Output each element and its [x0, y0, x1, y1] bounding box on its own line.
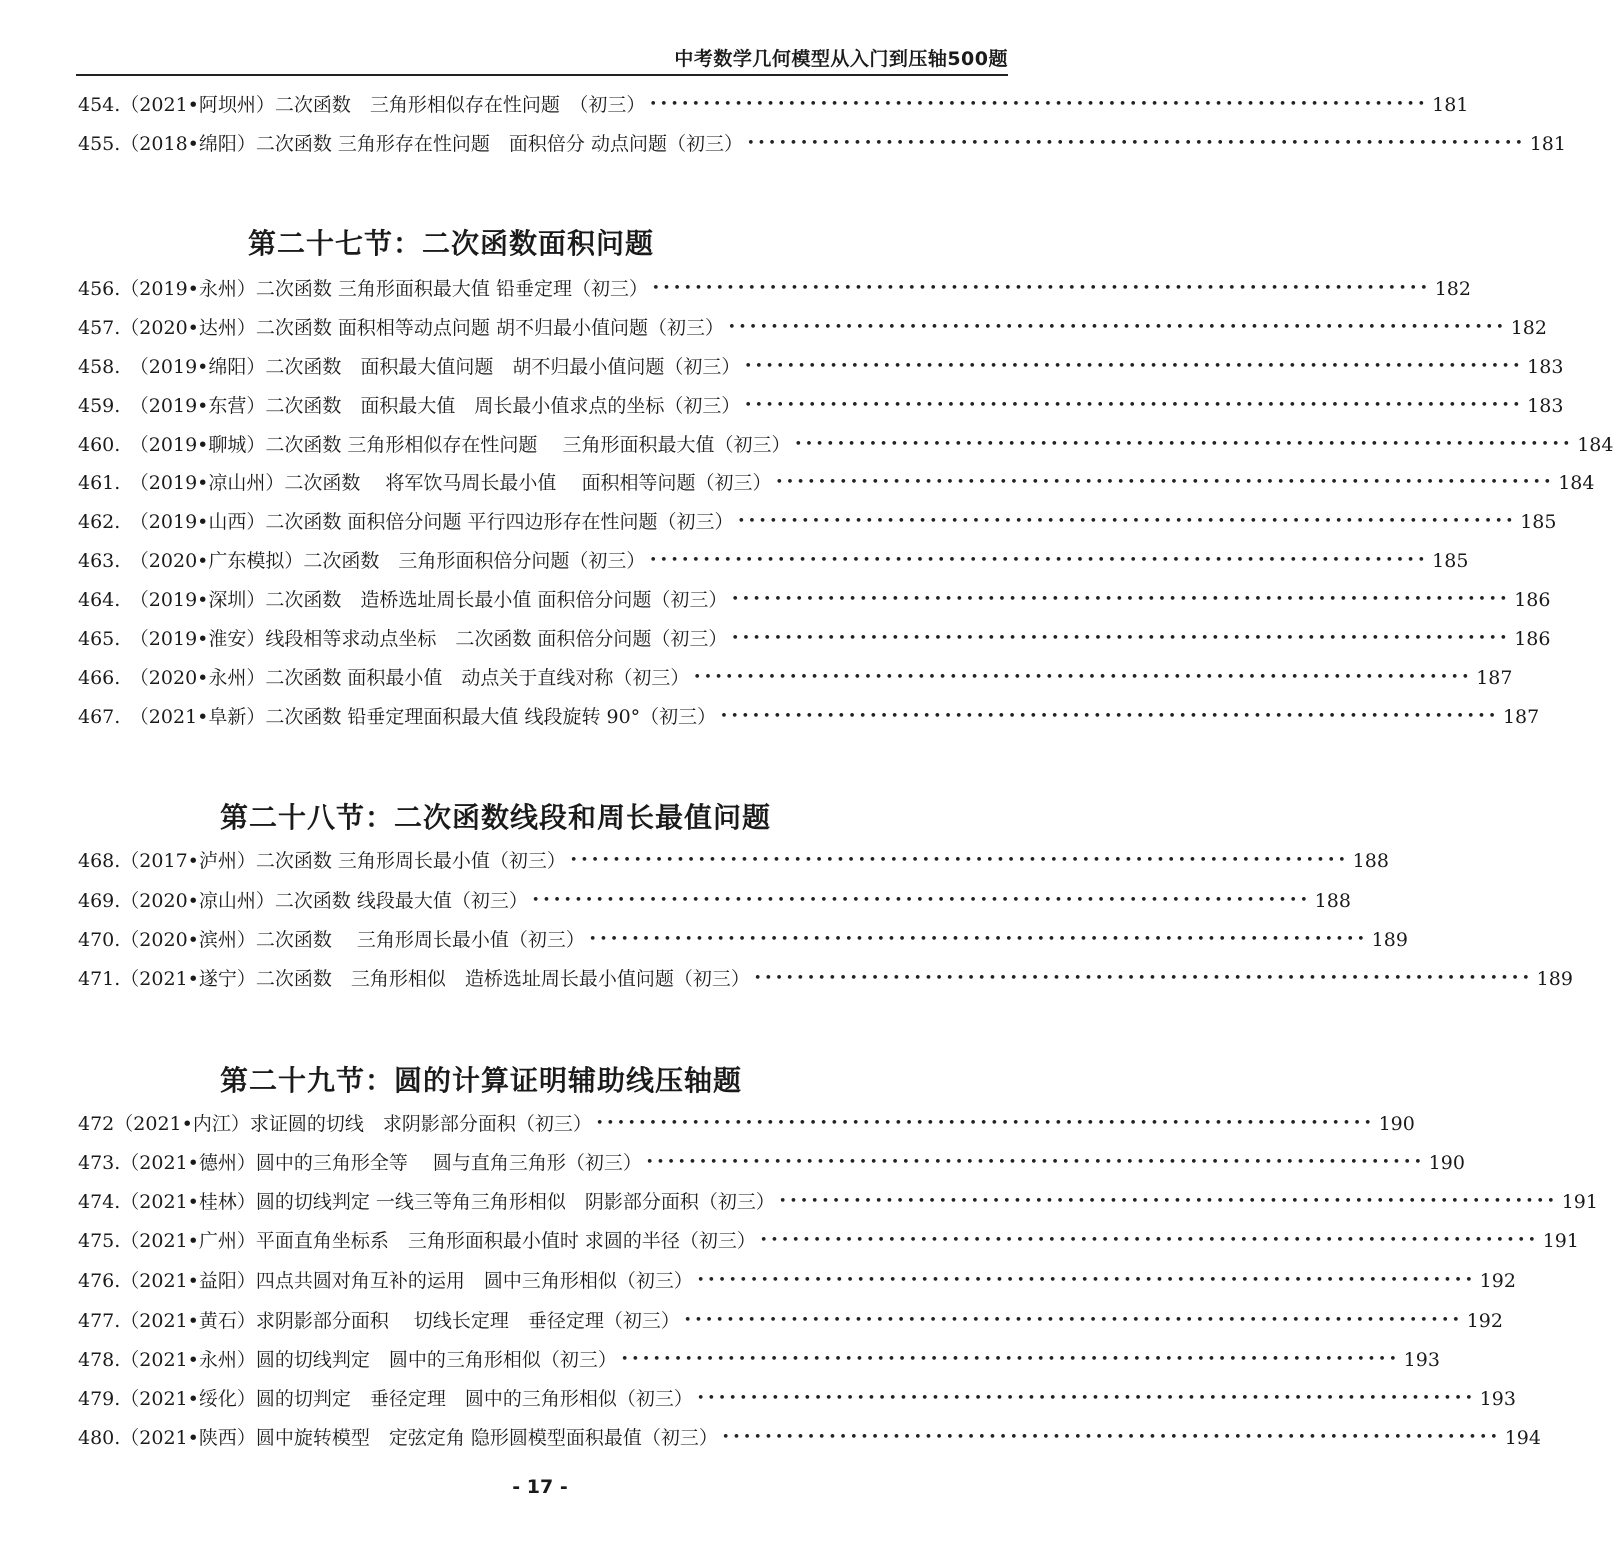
toc-entry[interactable]: 480.（2021•陕西）圆中旋转模型 定弦定角 隐形圆模型面积最值（初三） ••••••••••••••••••••••••••••••••••••••••••••••••••••••••••••••••••••••••• 194: [78, 1427, 1541, 1449]
toc-entry[interactable]: 459. （2019•东营）二次函数 面积最大值 周长最小值求点的坐标（初三） ••••••••••••••••••••••••••••••••••••••••••••••••••••••••••••••••••••••••• 183: [78, 395, 1564, 417]
toc-entry[interactable]: 462. （2019•山西）二次函数 面积倍分问题 平行四边形存在性问题（初三） ••••••••••••••••••••••••••••••••••••••••••••••••••••••••••••••••••••••••• 185: [78, 511, 1557, 533]
toc-entry[interactable]: 478.（2021•永州）圆的切线判定 圆中的三角形相似（初三） ••••••••••••••••••••••••••••••••••••••••••••••••••••••••••••••••••••••••• 193: [78, 1349, 1440, 1371]
toc-entry[interactable]: 464. （2019•深圳）二次函数 造桥选址周长最小值 面积倍分问题（初三） ••••••••••••••••••••••••••••••••••••••••••••••••••••••••••••••••••••••••• 186: [78, 589, 1551, 611]
toc-entry[interactable]: 470.（2020•滨州）二次函数 三角形周长最小值（初三） ••••••••••••••••••••••••••••••••••••••••••••••••••••••••••••••••••••••••• 189: [78, 929, 1408, 951]
toc-entry[interactable]: 479.（2021•绥化）圆的切判定 垂径定理 圆中的三角形相似（初三） ••••••••••••••••••••••••••••••••••••••••••••••••••••••••••••••••••••••••• 193: [78, 1388, 1516, 1410]
toc-entry[interactable]: 471.（2021•遂宁）二次函数 三角形相似 造桥选址周长最小值问题（初三） ••••••••••••••••••••••••••••••••••••••••••••••••••••••••••••••••••••••••• 189: [78, 968, 1573, 990]
header-divider: [76, 74, 1008, 76]
section-title: 第二十八节：二次函数线段和周长最值问题: [220, 801, 772, 834]
section-title: 第二十九节：圆的计算证明辅助线压轴题: [220, 1064, 743, 1097]
toc-entry[interactable]: 454.（2021•阿坝州）二次函数 三角形相似存在性问题 （初三） ••••••••••••••••••••••••••••••••••••••••••••••••••••••••••••••••••••••••• 181: [78, 94, 1469, 116]
toc-entry[interactable]: 457.（2020•达州）二次函数 面积相等动点问题 胡不归最小值问题（初三） ••••••••••••••••••••••••••••••••••••••••••••••••••••••••••••••••••••••••• 182: [78, 317, 1547, 339]
toc-entry[interactable]: 465. （2019•淮安）线段相等求动点坐标 二次函数 面积倍分问题（初三） ••••••••••••••••••••••••••••••••••••••••••••••••••••••••••••••••••••••••• 186: [78, 628, 1551, 650]
toc-entry[interactable]: 469.（2020•凉山州）二次函数 线段最大值（初三） ••••••••••••••••••••••••••••••••••••••••••••••••••••••••••••••••••••••••• 188: [78, 890, 1351, 912]
toc-entry[interactable]: 461. （2019•凉山州）二次函数 将军饮马周长最小值 面积相等问题（初三） ••••••••••••••••••••••••••••••••••••••••••••••••••••••••••••••••••••••••• 184: [78, 472, 1595, 494]
toc-entry[interactable]: 475.（2021•广州）平面直角坐标系 三角形面积最小值时 求圆的半径（初三） ••••••••••••••••••••••••••••••••••••••••••••••••••••••••••••••••••••••••• 191: [78, 1230, 1579, 1252]
toc-entry[interactable]: 463. （2020•广东模拟）二次函数 三角形面积倍分问题（初三） ••••••••••••••••••••••••••••••••••••••••••••••••••••••••••••••••••••••••• 185: [78, 550, 1469, 572]
toc-entry[interactable]: 474.（2021•桂林）圆的切线判定 一线三等角三角形相似 阴影部分面积（初三） ••••••••••••••••••••••••••••••••••••••••••••••••••••••••••••••••••••••••• 191: [78, 1191, 1598, 1213]
toc-entry[interactable]: 472（2021•内江）求证圆的切线 求阴影部分面积（初三） ••••••••••••••••••••••••••••••••••••••••••••••••••••••••••••••••••••••••• 190: [78, 1113, 1415, 1135]
page-number: - 17 -: [512, 1476, 568, 1498]
toc-entry[interactable]: 467. （2021•阜新）二次函数 铅垂定理面积最大值 线段旋转 90°（初三） ••••••••••••••••••••••••••••••••••••••••••••••••••••••••••••••••••••••••• 187: [78, 706, 1540, 728]
toc-entry[interactable]: 477.（2021•黄石）求阴影部分面积 切线长定理 垂径定理（初三） ••••••••••••••••••••••••••••••••••••••••••••••••••••••••••••••••••••••••• 192: [78, 1310, 1503, 1332]
toc-entry[interactable]: 476.（2021•益阳）四点共圆对角互补的运用 圆中三角形相似（初三） ••••••••••••••••••••••••••••••••••••••••••••••••••••••••••••••••••••••••• 192: [78, 1270, 1516, 1292]
section-title: 第二十七节：二次函数面积问题: [248, 227, 655, 260]
toc-entry[interactable]: 458. （2019•绵阳）二次函数 面积最大值问题 胡不归最小值问题（初三） ••••••••••••••••••••••••••••••••••••••••••••••••••••••••••••••••••••••••• 183: [78, 356, 1564, 378]
book-title: 中考数学几何模型从入门到压轴500题: [674, 48, 1008, 70]
toc-entry[interactable]: 460. （2019•聊城）二次函数 三角形相似存在性问题 三角形面积最大值（初三） ••••••••••••••••••••••••••••••••••••••••••••••••••••••••••••••••••••••••• 184: [78, 434, 1613, 456]
toc-entry[interactable]: 456.（2019•永州）二次函数 三角形面积最大值 铅垂定理（初三） ••••••••••••••••••••••••••••••••••••••••••••••••••••••••••••••••••••••••• 182: [78, 278, 1471, 300]
toc-entry[interactable]: 468.（2017•泸州）二次函数 三角形周长最小值（初三） ••••••••••••••••••••••••••••••••••••••••••••••••••••••••••••••••••••••••• 188: [78, 850, 1389, 872]
toc-entry[interactable]: 455.（2018•绵阳）二次函数 三角形存在性问题 面积倍分 动点问题（初三） ••••••••••••••••••••••••••••••••••••••••••••••••••••••••••••••••••••••••• 181: [78, 133, 1566, 155]
toc-entry[interactable]: 473.（2021•德州）圆中的三角形全等 圆与直角三角形（初三） ••••••••••••••••••••••••••••••••••••••••••••••••••••••••••••••••••••••••• 190: [78, 1152, 1465, 1174]
toc-entry[interactable]: 466. （2020•永州）二次函数 面积最小值 动点关于直线对称（初三） ••••••••••••••••••••••••••••••••••••••••••••••••••••••••••••••••••••••••• 187: [78, 667, 1513, 689]
